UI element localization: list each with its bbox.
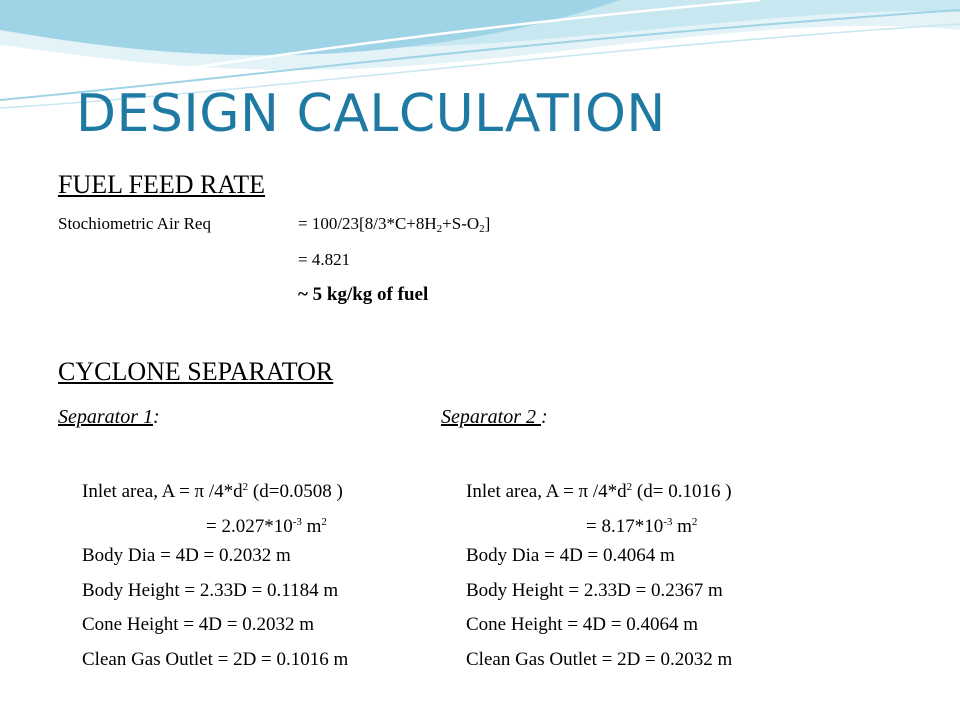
body-height: Body Height = 2.33D = 0.2367 m	[466, 579, 723, 601]
inlet-area-line	[466, 476, 732, 511]
separator-2-colon: :	[541, 406, 548, 428]
inlet-area-value	[466, 511, 732, 546]
clean-gas-outlet: Clean Gas Outlet = 2D = 0.2032 m	[466, 648, 733, 670]
separator-2-label	[441, 406, 548, 429]
area-unit: m	[672, 515, 692, 537]
air-requirement-value: = 4.821	[298, 250, 351, 269]
separator-1-calculations	[82, 476, 348, 683]
separator-2-calculations	[466, 476, 732, 683]
cone-height: Cone Height = 4D = 0.2032 m	[82, 614, 314, 635]
area-unit: m	[301, 515, 322, 537]
superscript: -3	[292, 515, 302, 528]
superscript: 2	[626, 481, 633, 493]
area-value: = 2.027*10	[206, 515, 293, 537]
clean-gas-outlet: Clean Gas Outlet = 2D = 0.1016 m	[82, 648, 349, 670]
air-requirement-label: Stochiometric Air Req	[58, 214, 211, 233]
eq-part: ]	[484, 214, 491, 233]
inlet-area-formula: Inlet area, A = π /4*d	[466, 481, 627, 502]
superscript: -3	[663, 515, 673, 528]
air-requirement-approx: ~ 5 kg/kg of fuel	[298, 284, 429, 305]
fuel-feed-heading: FUEL FEED RATE	[58, 170, 266, 199]
eq-subscript: 2	[436, 223, 443, 235]
area-value: = 8.17*10	[586, 515, 664, 537]
separator-1-title: Separator 1	[58, 406, 153, 428]
cone-height: Cone Height = 4D = 0.4064 m	[466, 614, 698, 635]
inlet-diameter: (d=0.0508 )	[248, 481, 343, 502]
superscript: 2	[321, 515, 327, 528]
body-dia: Body Dia = 4D = 0.4064 m	[466, 545, 675, 566]
inlet-area-line	[82, 476, 348, 511]
inlet-area-formula: Inlet area, A = π /4*d	[82, 481, 243, 502]
eq-part: = 100/23[8/3*C+8H	[298, 214, 437, 233]
air-requirement-equation	[298, 214, 490, 235]
superscript: 2	[691, 515, 698, 528]
eq-subscript: 2	[479, 223, 485, 235]
inlet-diameter: (d= 0.1016 )	[632, 481, 732, 502]
body-dia: Body Dia = 4D = 0.2032 m	[82, 545, 291, 566]
inlet-area-value	[82, 511, 348, 546]
separator-1-label	[58, 406, 160, 429]
separator-1-colon: :	[153, 406, 160, 428]
eq-part: +S-O	[442, 214, 480, 233]
cyclone-separator-heading: CYCLONE SEPARATOR	[58, 357, 334, 386]
separator-2-title: Separator 2	[441, 406, 541, 428]
slide-title: DESIGN CALCULATION	[76, 84, 666, 144]
body-height: Body Height = 2.33D = 0.1184 m	[82, 579, 339, 601]
superscript: 2	[242, 481, 249, 493]
